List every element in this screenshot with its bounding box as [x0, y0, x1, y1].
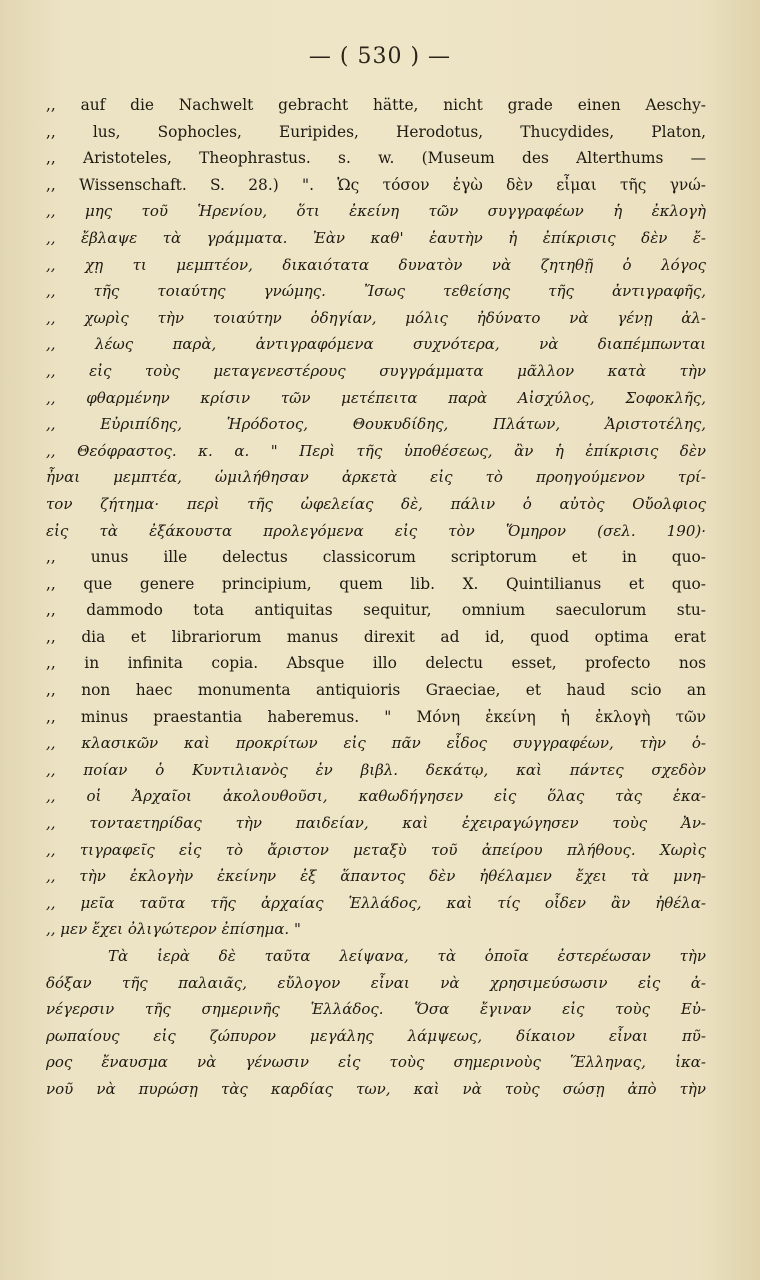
- text-line: ,, non haec monumenta antiquioris Graeciae, et haud scio an: [46, 681, 706, 700]
- text-line: νοῦ νὰ πυρώσῃ τὰς καρδίας των, καὶ νὰ τοὺς σώσῃ ἀπὸ τὴν: [46, 1079, 706, 1098]
- text-line: ,, οἱ Ἀρχαῖοι ἀκολουθοῦσι, καθωδήγησεν εἰς ὅλας τὰς ἑκα-: [46, 787, 706, 806]
- text-line: ,, minus praestantia haberemus. " Μόνη ἐκείνη ἡ ἐκλογὴ τῶν: [46, 707, 706, 726]
- text-line: ,, χωρὶς τὴν τοιαύτην ὁδηγίαν, μόλις ἠδύνατο νὰ γένῃ ἀλ-: [46, 308, 706, 327]
- text-line: εἰς τὰ ἐξάκουστα προλεγόμενα εἰς τὸν Ὅμηρον (σελ. 190)·: [46, 521, 706, 540]
- text-line: ,, dammodo tota antiquitas sequitur, omnium saeculorum stu-: [46, 601, 706, 620]
- text-line: Τὰ ἱερὰ δὲ ταῦτα λείψανα, τὰ ὁποῖα ἐστερέωσαν τὴν: [108, 947, 706, 965]
- text-line: ,, μεῖα ταῦτα τῆς ἀρχαίας Ἑλλάδος, καὶ τίς οἶδεν ἂν ἠθέλα-: [46, 893, 706, 912]
- text-line: τον ζήτημα· περὶ τῆς ὠφελείας δὲ, πάλιν ὁ αὐτὸς Οὔολφιος: [46, 494, 706, 513]
- text-line: ,, ποίαν ὁ Κυντιλιανὸς ἐν βιβλ. δεκάτῳ, καὶ πάντες σχεδὸν: [46, 760, 706, 779]
- text-line: ,, que genere principium, quem lib. X. Quintilianus et quo-: [46, 574, 706, 593]
- text-line: ,, μεν ἔχει ὀλιγώτερον ἐπίσημα. ": [46, 920, 301, 939]
- text-line: ρος ἔναυσμα νὰ γένωσιν εἰς τοὺς σημερινοὺς Ἕλληνας, ἱκα-: [46, 1053, 706, 1072]
- text-line: ,, τονταετηρίδας τὴν παιδείαν, καὶ ἐχειραγώγησεν τοὺς Ἀν-: [46, 814, 706, 833]
- text-line: ,, χῃ τι μεμπτέον, δικαιότατα δυνατὸν νὰ ζητηθῇ ὁ λόγος: [46, 255, 706, 274]
- page-number: — ( 530 ) —: [308, 44, 452, 69]
- text-line: νέγερσιν τῆς σημερινῆς Ἑλλάδος. Ὅσα ἔγιναν εἰς τοὺς Εὐ-: [46, 1000, 706, 1019]
- text-line: ,, εἰς τοὺς μεταγενεστέρους συγγράμματα μᾶλλον κατὰ τὴν: [46, 361, 706, 380]
- text-line: ,, Wissenschaft. S. 28.) ". Ὡς τόσον ἐγὼ δὲν εἶμαι τῆς γνώ-: [46, 175, 706, 194]
- body-text: [46, 92, 706, 1103]
- text-line: ,, unus ille delectus classicorum scriptorum et in quo-: [46, 548, 706, 567]
- text-line: ,, in infinita copia. Absque illo delectu esset, profecto nos: [46, 654, 706, 673]
- text-line: ,, λέως παρὰ, ἀντιγραφόμενα συχνότερα, νὰ διαπέμπωνται: [46, 335, 706, 354]
- text-line: δόξαν τῆς παλαιᾶς, εὔλογον εἶναι νὰ χρησιμεύσωσιν εἰς ἀ-: [46, 973, 706, 992]
- text-line: ,, τῆς τοιαύτης γνώμης. Ἴσως τεθείσης τῆς ἀντιγραφῆς,: [46, 282, 706, 301]
- text-line: ,, τὴν ἐκλογὴν ἐκείνην ἐξ ἅπαντος δὲν ἠθέλαμεν ἔχει τὰ μνη-: [46, 867, 706, 886]
- text-line: ρωπαίους εἰς ζώπυρον μεγάλης λάμψεως, δίκαιον εἶναι πῦ-: [46, 1026, 706, 1045]
- text-line: ,, φθαρμένην κρίσιν τῶν μετέπειτα παρὰ Αἰσχύλος, Σοφοκλῆς,: [46, 388, 706, 407]
- text-line: ,, Εὐριπίδης, Ἡρόδοτος, Θουκυδίδης, Πλάτων, Ἀριστοτέλης,: [46, 415, 706, 434]
- text-line: ,, ἔβλαψε τὰ γράμματα. Ἐὰν καθ' ἑαυτὴν ἡ ἐπίκρισις δὲν ἔ-: [46, 228, 706, 247]
- text-line: ,, lus, Sophocles, Euripides, Herodotus, Thucydides, Platon,: [46, 122, 706, 141]
- text-line: ,, auf die Nachwelt gebracht hätte, nicht grade einen Aeschy-: [46, 96, 706, 114]
- text-line: ,, Θεόφραστος. κ. α. " Περὶ τῆς ὑποθέσεως, ἂν ἡ ἐπίκρισις δὲν: [46, 441, 706, 460]
- text-line: ,, κλασικῶν καὶ προκρίτων εἰς πᾶν εἶδος συγγραφέων, τὴν ὁ-: [46, 734, 706, 753]
- text-line: ,, Aristoteles, Theophrastus. s. w. (Museum des Alterthums —: [46, 149, 706, 168]
- text-line: ,, μης τοῦ Ἡρενίου, ὅτι ἐκείνη τῶν συγγραφέων ἡ ἐκλογὴ: [46, 202, 706, 221]
- text-line: ἦναι μεμπτέα, ὡμιλήθησαν ἀρκετὰ εἰς τὸ προηγούμενον τρί-: [46, 468, 706, 487]
- text-line: ,, dia et librariorum manus direxit ad id, quod optima erat: [46, 627, 706, 646]
- text-line: ,, τιγραφεῖς εἰς τὸ ἄριστον μεταξὺ τοῦ ἀπείρου πλήθους. Χωρὶς: [46, 840, 706, 859]
